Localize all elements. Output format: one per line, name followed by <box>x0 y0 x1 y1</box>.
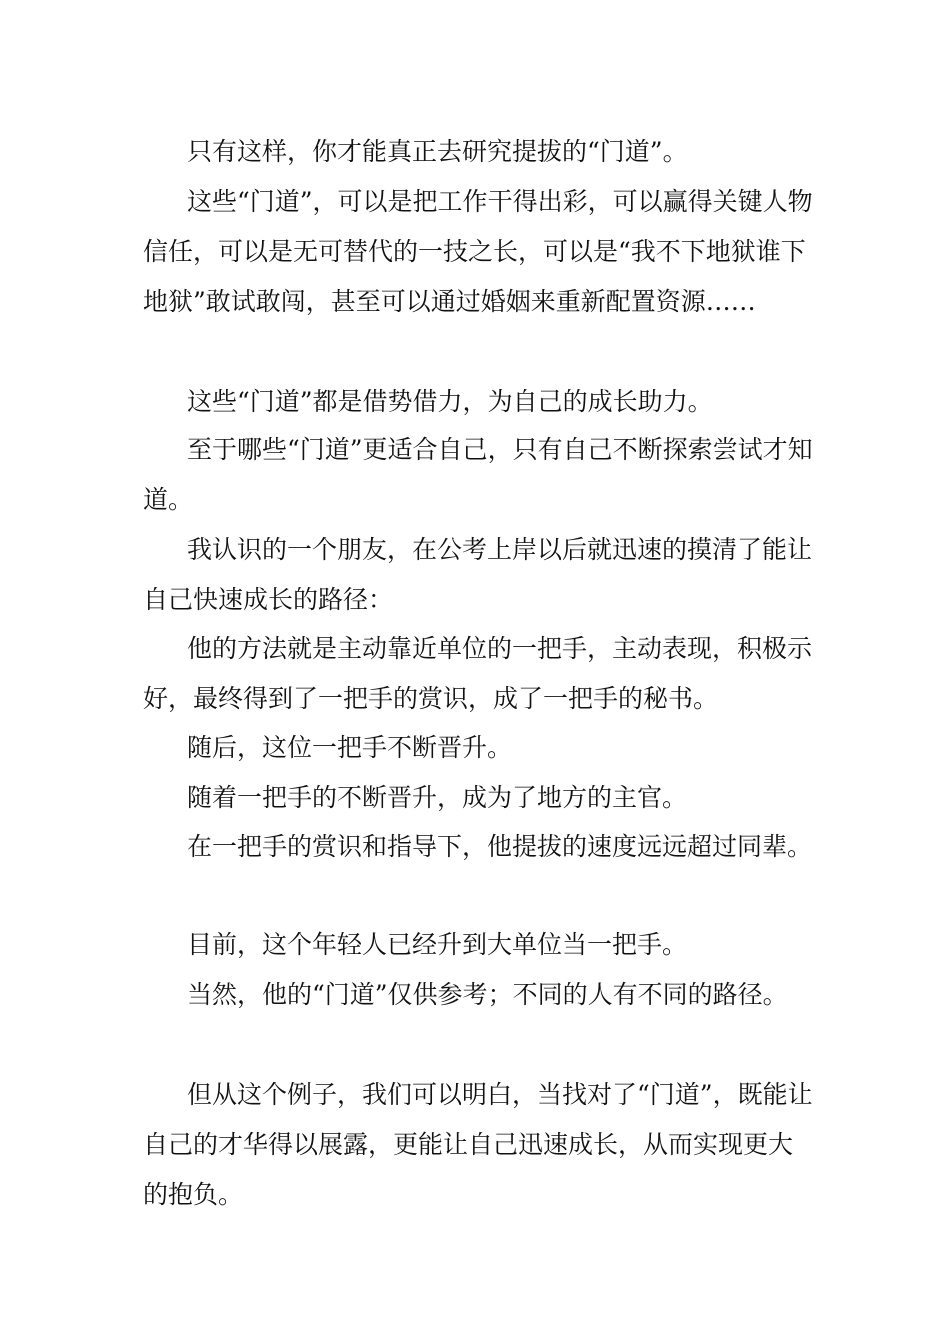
paragraph-11: 当然，他的“门道”仅供参考；不同的人有不同的路径。 <box>187 980 788 1009</box>
paragraph-1: 只有这样，你才能真正去研究提拔的“门道”。 <box>187 137 688 166</box>
paragraph-8: 随着一把手的不断晋升，成为了地方的主官。 <box>187 783 688 812</box>
paragraph-2: 这些“门道”，可以是把工作干得出彩，可以赢得关键人物信任，可以是无可替代的一技之长，可以是“我不下地狱谁下地狱”敢试敢闯，甚至可以通过婚姻来重新配置资源…… <box>143 187 813 316</box>
paragraph-12: 但从这个例子，我们可以明白，当找对了“门道”，既能让自己的才华得以展露，更能让自己迅速成长，从而实现更大的抱负。 <box>143 1080 813 1209</box>
paragraph-9: 在一把手的赏识和指导下，他提拔的速度远远超过同辈。 <box>187 832 813 861</box>
paragraph-6: 他的方法就是主动靠近单位的一把手，主动表现，积极示好，最终得到了一把手的赏识，成了一把手的秘书。 <box>143 634 813 713</box>
paragraph-5: 我认识的一个朋友，在公考上岸以后就迅速的摸清了能让自己快速成长的路径： <box>143 535 813 614</box>
paragraph-10: 目前，这个年轻人已经升到大单位当一把手。 <box>187 930 688 959</box>
paragraph-7: 随后，这位一把手不断晋升。 <box>187 733 513 762</box>
paragraph-3: 这些“门道”都是借势借力，为自己的成长助力。 <box>187 387 713 416</box>
paragraph-4: 至于哪些“门道”更适合自己，只有自己不断探索尝试才知道。 <box>143 435 813 514</box>
